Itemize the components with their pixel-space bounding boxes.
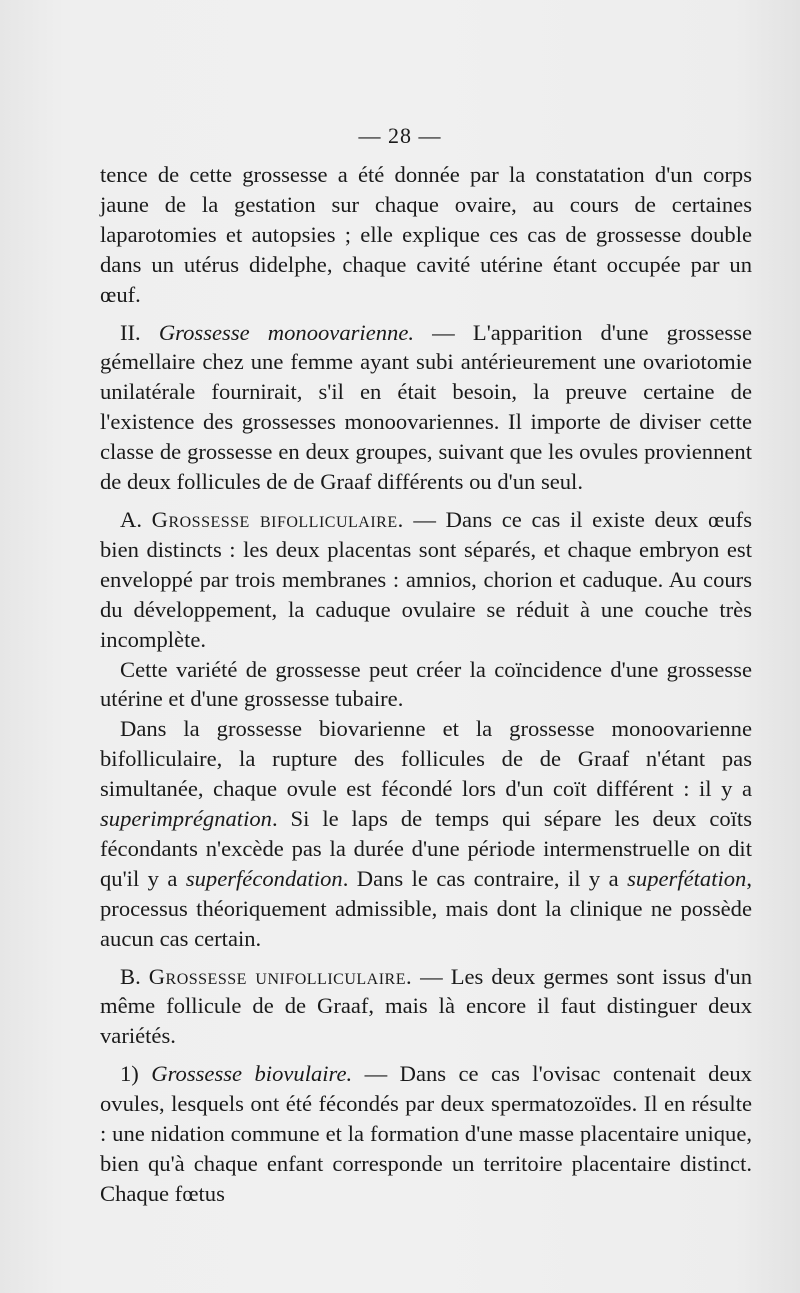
section-number: II.: [120, 319, 159, 345]
paragraph-bifolliculaire: [100, 505, 752, 655]
paragraph-text: . Si le laps de temps qui sépare les deux coïts fécondants n'excède pas la durée d'une période intermenstruelle on dit qu'il y a: [100, 806, 752, 891]
paragraph-coincidence: Cette variété de grossesse peut créer la coïncidence d'une grossesse utérine et d'une grossesse tubaire.: [100, 656, 752, 712]
paragraph-text: — L'apparition d'une grossesse gémellaire chez une femme ayant subi antérieurement une ovariotomie unilatérale fournirait, s'il en était besoin, la preuve certaine de l'existence des grossesses monoovariennes. Il importe de diviser cette classe de grossesse en deux groupes, suivant que les ovules proviennent de deux follicules de de Graaf différents ou d'un seul.: [100, 319, 752, 495]
section-number: 1): [120, 1061, 152, 1087]
term-superfecondation: superfécondation: [185, 865, 343, 891]
paragraph-text: — Dans ce cas l'ovisac contenait deux ovules, lesquels ont été fécondés par deux spermatozoïdes. Il en résulte : une nidation commune et la formation d'une masse placentaire unique, bien qu'à chaque enfant corresponde un territoire placentaire distinct. Chaque fœtus: [100, 1061, 752, 1206]
section-number: A.: [120, 506, 152, 532]
section-title: Grossesse monoovarienne.: [158, 319, 414, 345]
section-number: B.: [120, 963, 149, 989]
paragraph-biovulaire: [100, 1059, 752, 1209]
term-superfetation: superfétation: [627, 865, 747, 891]
paragraph-continuation: tence de cette grossesse a été donnée par la constatation d'un corps jaune de la gestation sur chaque ovaire, au cours de certaines laparotomies et autopsies ; elle explique ces cas de grossesse double dans un utérus didelphe, chaque cavité utérine étant occupée par un œuf.: [100, 162, 752, 307]
section-title: Grossesse biovulaire.: [151, 1061, 353, 1087]
paragraph-text: Dans la grossesse biovarienne et la grossesse monoovarienne bifolliculaire, la rupture des follicules de de Graaf n'étant pas simultanée, chaque ovule est fécondé lors d'un coït différent : il y a: [100, 716, 752, 802]
paragraph-monoovarienne: [100, 318, 752, 497]
paragraph-text: — Les deux germes sont issus d'un même follicule de de Graaf, mais là encore il faut distinguer deux variétés.: [100, 963, 753, 1049]
section-title: Grossesse bifolliculaire.: [151, 506, 404, 532]
page-number: — 28 —: [358, 123, 442, 148]
paragraph-unifolliculaire: [100, 962, 752, 1052]
paragraph-text: . Dans le cas contraire, il y a: [342, 865, 628, 891]
paragraph-text: , processus théoriquement admissible, mais dont la clinique ne possède aucun cas certain.: [100, 865, 753, 951]
section-title: Grossesse unifolliculaire.: [148, 963, 413, 989]
paragraph-superfetation: [100, 714, 752, 953]
paragraph-text: — Dans ce cas il existe deux œufs bien distincts : les deux placentas sont séparés, et chaque embryon est enveloppé par trois membranes : amnios, chorion et caduque. Au cours du développement, la caduque ovulaire se réduit à une couche très incomplète.: [100, 506, 752, 652]
term-superimpregnation: superimprégnation: [100, 806, 272, 832]
body-text: [100, 160, 752, 1209]
